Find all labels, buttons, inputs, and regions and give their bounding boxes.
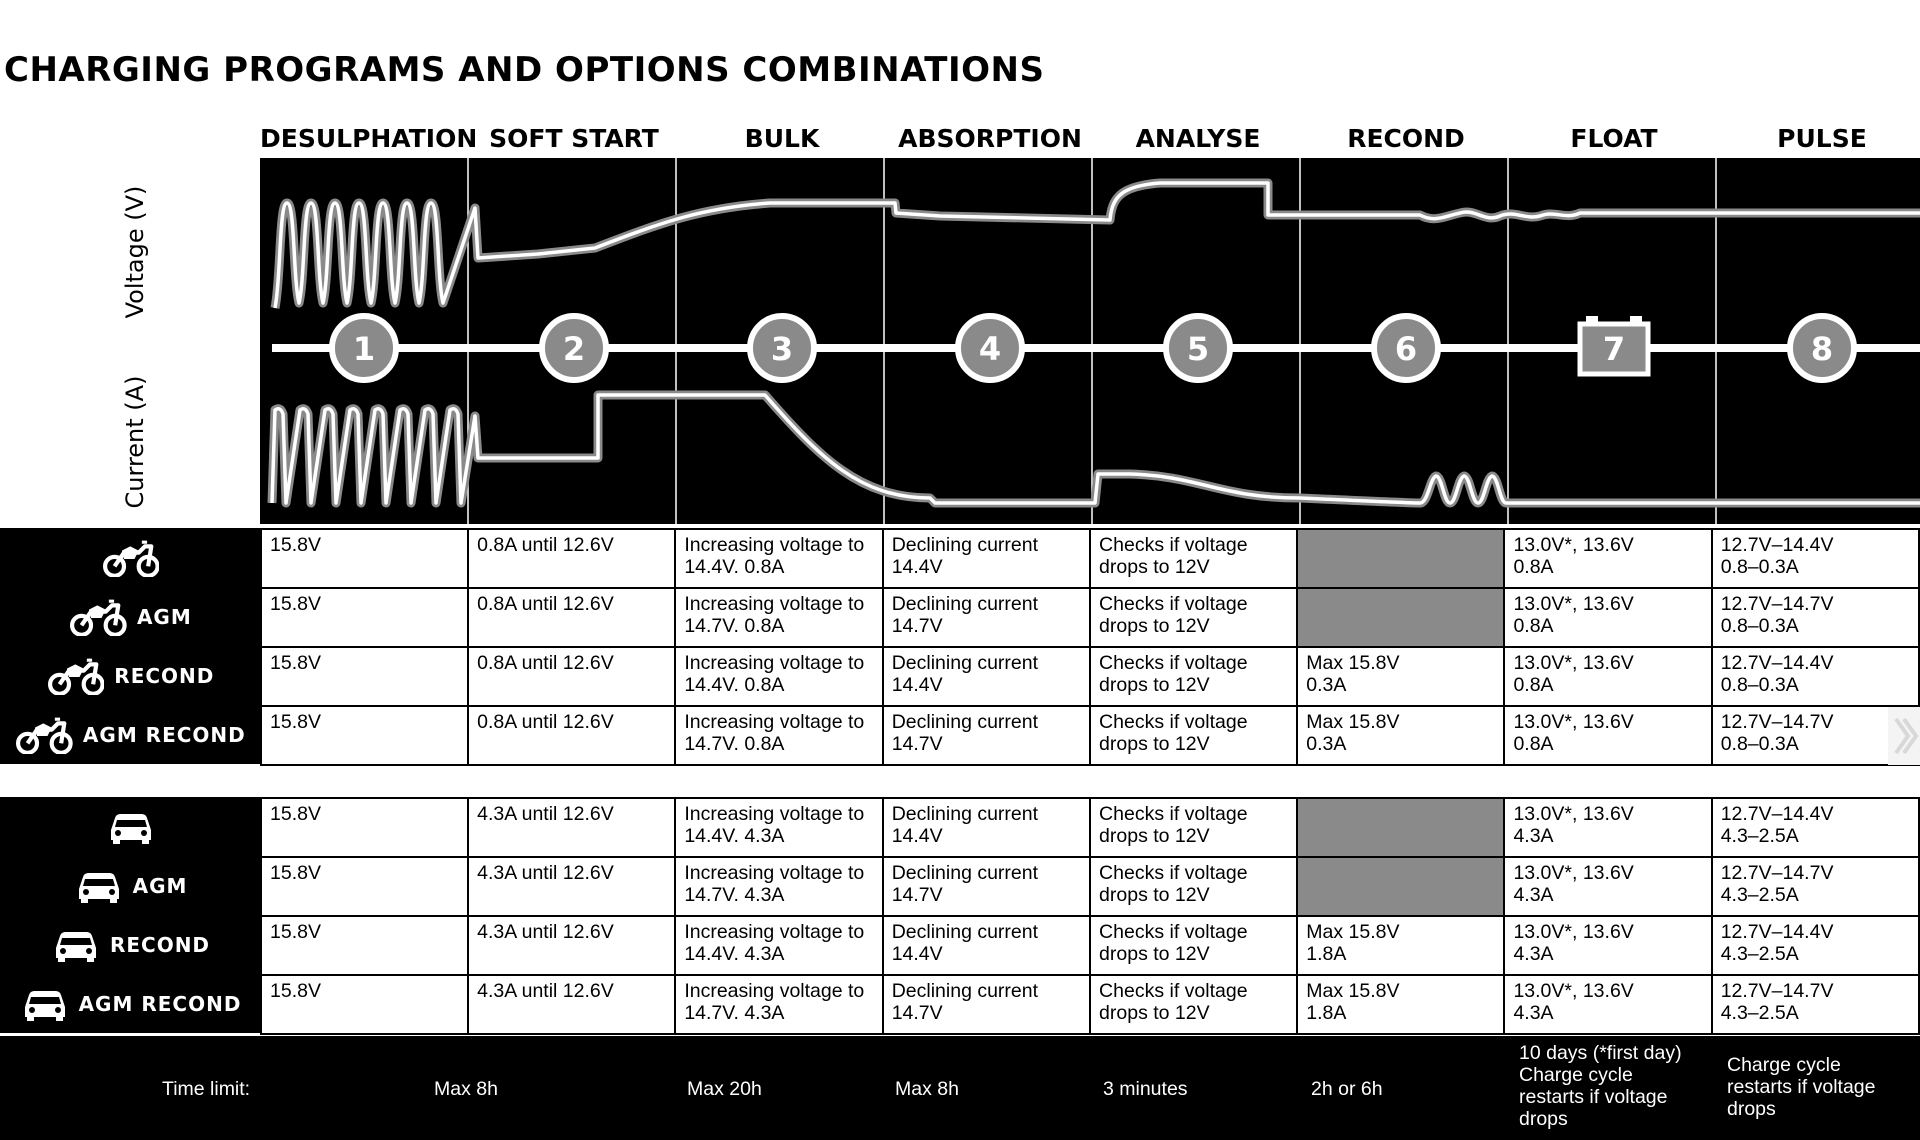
cell-pulse: 12.7V–14.7V 0.8–0.3A [1712,588,1919,647]
cell-soft-start: 0.8A until 12.6V [468,529,675,588]
mode-row-recond [0,915,262,974]
time-limit-pulse: Charge cycle restarts if voltage drops [1727,1054,1876,1120]
stage-header-float: FLOAT [1570,124,1658,153]
next-page-arrow-icon[interactable] [1888,707,1920,765]
mode-row-agm-recond [0,705,262,764]
cell-desulphation: 15.8V [261,647,468,706]
cell-analyse: Checks if voltage drops to 12V [1090,647,1297,706]
cell-float: 13.0V*, 13.6V 0.8A [1504,529,1711,588]
cell-desulphation: 15.8V [261,798,468,857]
car-settings-table [260,797,1920,1035]
time-limit-analyse: 3 minutes [1103,1078,1188,1100]
cell-pulse: 12.7V–14.4V 0.8–0.3A [1712,647,1919,706]
cell-soft-start: 0.8A until 12.6V [468,706,675,765]
cell-recond [1297,588,1504,647]
cell-absorption: Declining current 14.4V [883,647,1090,706]
time-limit-label: Time limit: [162,1078,251,1100]
step-number-2: 2 [562,330,586,368]
stage-header-soft-start: SOFT START [489,124,659,153]
cell-absorption: Declining current 14.7V [883,857,1090,916]
cell-recond: Max 15.8V 0.3A [1297,706,1504,765]
voltage-curve [275,183,1920,308]
cell-recond [1297,529,1504,588]
mode-label: AGM RECOND [82,722,246,747]
battery-terminal-right-icon [1630,316,1642,325]
cell-analyse: Checks if voltage drops to 12V [1090,916,1297,975]
car-icon [21,987,69,1021]
time-limit-bulk: Max 20h [687,1078,762,1100]
time-limit-recond: 2h or 6h [1311,1078,1383,1100]
cell-bulk: Increasing voltage to 14.4V. 0.8A [675,529,882,588]
table-row [261,647,1919,706]
cell-desulphation: 15.8V [261,975,468,1034]
mode-label: AGM [132,873,188,898]
cell-float: 13.0V*, 13.6V 0.8A [1504,588,1711,647]
cell-desulphation: 15.8V [261,916,468,975]
car-mode-panel [0,797,262,1033]
table-row [261,916,1919,975]
time-limit-absorption: Max 8h [895,1078,959,1100]
table-row [261,706,1919,765]
car-icon [75,869,123,903]
cell-soft-start: 4.3A until 12.6V [468,857,675,916]
cell-soft-start: 0.8A until 12.6V [468,647,675,706]
cell-float: 13.0V*, 13.6V 4.3A [1504,857,1711,916]
step-number-7: 7 [1602,330,1626,368]
mode-row-standard [0,797,262,856]
cell-soft-start: 4.3A until 12.6V [468,975,675,1034]
cell-recond: Max 15.8V 1.8A [1297,916,1504,975]
motorcycle-icon [70,597,127,637]
step-number-1: 1 [352,330,376,368]
table-row [261,798,1919,857]
cell-pulse: 12.7V–14.7V 0.8–0.3A [1712,706,1919,765]
stage-header-bulk: BULK [744,124,820,153]
cell-recond [1297,857,1504,916]
time-limit-float: 10 days (*first day) Charge cycle restarts if voltage drops [1519,1042,1682,1130]
cell-desulphation: 15.8V [261,529,468,588]
mode-row-standard [0,528,262,587]
cell-absorption: Declining current 14.7V [883,975,1090,1034]
cell-absorption: Declining current 14.7V [883,706,1090,765]
cell-pulse: 12.7V–14.7V 4.3–2.5A [1712,975,1919,1034]
cell-bulk: Increasing voltage to 14.4V. 0.8A [675,647,882,706]
mode-label: RECOND [114,663,215,688]
charging-curve-svg [260,158,1920,524]
step-number-5: 5 [1186,330,1210,368]
mode-row-agm-recond [0,974,262,1033]
step-number-6: 6 [1394,330,1418,368]
cell-absorption: Declining current 14.4V [883,916,1090,975]
charging-curve-graph [260,158,1920,524]
step-number-4: 4 [978,330,1002,368]
mode-label: RECOND [109,932,211,957]
cell-absorption: Declining current 14.7V [883,588,1090,647]
car-icon [107,810,155,844]
cell-pulse: 12.7V–14.4V 0.8–0.3A [1712,529,1919,588]
battery-terminal-left-icon [1586,316,1598,325]
cell-analyse: Checks if voltage drops to 12V [1090,975,1297,1034]
stage-header-recond: RECOND [1347,124,1465,153]
motorcycle-icon [16,715,73,755]
cell-analyse: Checks if voltage drops to 12V [1090,588,1297,647]
cell-float: 13.0V*, 13.6V 0.8A [1504,647,1711,706]
cell-float: 13.0V*, 13.6V 4.3A [1504,916,1711,975]
step-number-8: 8 [1810,330,1834,368]
stage-header-desulphation: DESULPHATION [260,124,478,153]
mode-row-recond [0,646,262,705]
mode-label: AGM [136,604,192,629]
cell-desulphation: 15.8V [261,857,468,916]
voltage-curve-outline [275,183,1920,308]
cell-pulse: 12.7V–14.7V 4.3–2.5A [1712,857,1919,916]
cell-bulk: Increasing voltage to 14.7V. 0.8A [675,588,882,647]
voltage-axis-label: Voltage (V) [121,185,149,319]
cell-bulk: Increasing voltage to 14.7V. 4.3A [675,857,882,916]
motorcycle-settings-table [260,528,1920,766]
mode-row-agm [0,856,262,915]
cell-bulk: Increasing voltage to 14.4V. 4.3A [675,798,882,857]
stage-header-pulse: PULSE [1777,124,1867,153]
motorcycle-mode-panel [0,528,262,764]
table-row [261,857,1919,916]
mode-label: AGM RECOND [78,991,242,1016]
cell-analyse: Checks if voltage drops to 12V [1090,857,1297,916]
current-axis-label: Current (A) [121,375,149,509]
cell-analyse: Checks if voltage drops to 12V [1090,529,1297,588]
cell-desulphation: 15.8V [261,706,468,765]
car-icon [52,928,100,962]
page-title: CHARGING PROGRAMS AND OPTIONS COMBINATIONS [4,50,1045,90]
cell-float: 13.0V*, 13.6V 0.8A [1504,706,1711,765]
stage-header-analyse: ANALYSE [1135,124,1261,153]
cell-desulphation: 15.8V [261,588,468,647]
cell-analyse: Checks if voltage drops to 12V [1090,798,1297,857]
cell-bulk: Increasing voltage to 14.7V. 0.8A [675,706,882,765]
stage-header-absorption: ABSORPTION [898,124,1082,153]
current-curve [272,395,1920,503]
cell-pulse: 12.7V–14.4V 4.3–2.5A [1712,916,1919,975]
time-limit-bar [0,1036,1920,1140]
table-row [261,529,1919,588]
mode-row-agm [0,587,262,646]
cell-recond [1297,798,1504,857]
table-row [261,975,1919,1034]
cell-bulk: Increasing voltage to 14.7V. 4.3A [675,975,882,1034]
cell-absorption: Declining current 14.4V [883,529,1090,588]
time-limit-desulphation-softstart: Max 8h [434,1078,498,1100]
cell-float: 13.0V*, 13.6V 4.3A [1504,798,1711,857]
step-number-3: 3 [770,330,794,368]
cell-soft-start: 4.3A until 12.6V [468,798,675,857]
motorcycle-icon [48,656,105,696]
cell-bulk: Increasing voltage to 14.4V. 4.3A [675,916,882,975]
cell-float: 13.0V*, 13.6V 4.3A [1504,975,1711,1034]
cell-soft-start: 0.8A until 12.6V [468,588,675,647]
cell-recond: Max 15.8V 0.3A [1297,647,1504,706]
cell-analyse: Checks if voltage drops to 12V [1090,706,1297,765]
cell-soft-start: 4.3A until 12.6V [468,916,675,975]
motorcycle-icon [103,538,160,578]
cell-recond: Max 15.8V 1.8A [1297,975,1504,1034]
cell-pulse: 12.7V–14.4V 4.3–2.5A [1712,798,1919,857]
cell-absorption: Declining current 14.4V [883,798,1090,857]
table-row [261,588,1919,647]
